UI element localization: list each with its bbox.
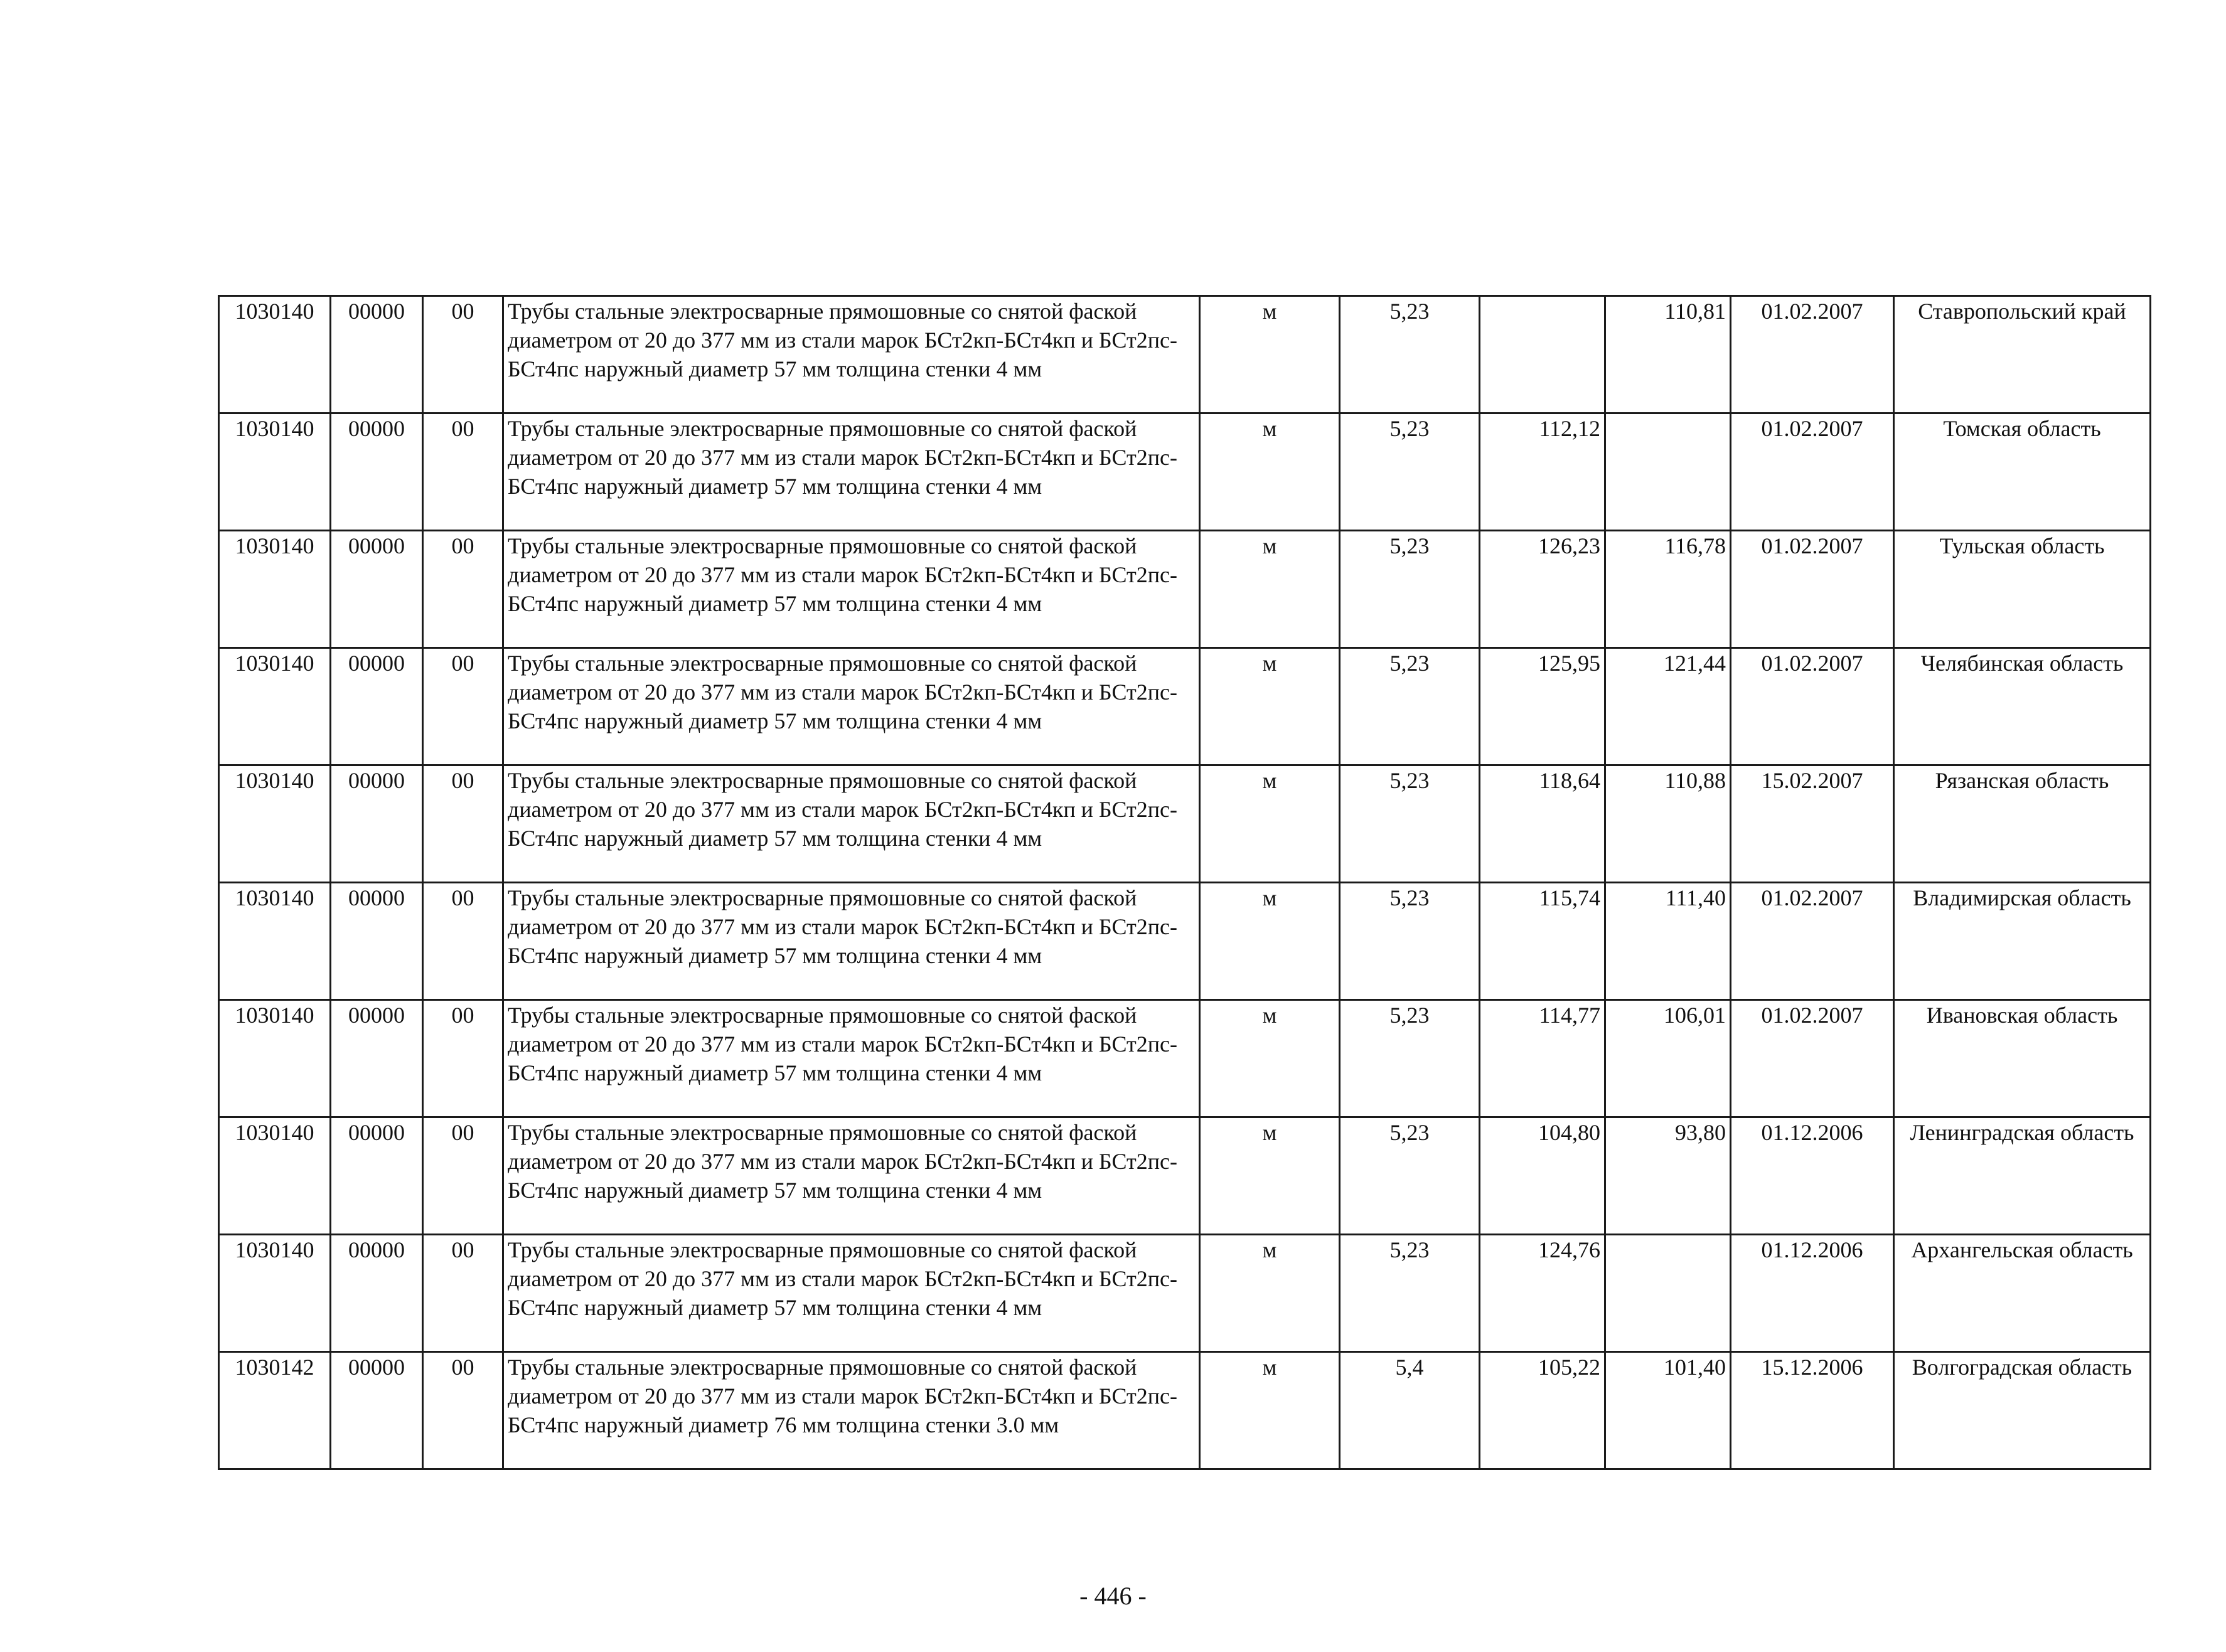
region-cell: Тульская область (1894, 531, 2151, 648)
description-cell: Трубы стальные электросварные прямошовные со снятой фаской диаметром от 20 до 377 мм из стали марок БСт2кп-БСт4кп и БСт2пс-БСт4пс наружный диаметр 57 мм толщина стенки 4 мм (503, 296, 1200, 413)
price-cell: 118,64 (1480, 765, 1605, 883)
rate-cell: 5,23 (1340, 1000, 1480, 1117)
index-cell: 00 (423, 531, 503, 648)
description-cell: Трубы стальные электросварные прямошовные со снятой фаской диаметром от 20 до 377 мм из стали марок БСт2кп-БСт4кп и БСт2пс-БСт4пс наружный диаметр 57 мм толщина стенки 4 мм (503, 1117, 1200, 1235)
date-cell: 15.02.2007 (1731, 765, 1894, 883)
item-code-cell: 1030140 (219, 413, 331, 531)
date-cell: 01.02.2007 (1731, 648, 1894, 765)
sub-code-cell: 00000 (331, 413, 423, 531)
description-cell: Трубы стальные электросварные прямошовные со снятой фаской диаметром от 20 до 377 мм из стали марок БСт2кп-БСт4кп и БСт2пс-БСт4пс наружный диаметр 57 мм толщина стенки 4 мм (503, 765, 1200, 883)
table-row (219, 765, 2151, 883)
price-cell: 104,80 (1480, 1117, 1605, 1235)
date-cell: 01.02.2007 (1731, 1000, 1894, 1117)
unit-cell: м (1200, 883, 1340, 1000)
unit-cell: м (1200, 531, 1340, 648)
description-cell: Трубы стальные электросварные прямошовные со снятой фаской диаметром от 20 до 377 мм из стали марок БСт2кп-БСт4кп и БСт2пс-БСт4пс наружный диаметр 57 мм толщина стенки 4 мм (503, 1000, 1200, 1117)
sub-code-cell: 00000 (331, 1235, 423, 1352)
item-code-cell: 1030140 (219, 296, 331, 413)
region-cell: Архангельская область (1894, 1235, 2151, 1352)
index-cell: 00 (423, 648, 503, 765)
price-alt-cell (1605, 413, 1731, 531)
price-alt-cell: 111,40 (1605, 883, 1731, 1000)
item-code-cell: 1030142 (219, 1352, 331, 1469)
rate-cell: 5,23 (1340, 883, 1480, 1000)
region-cell: Ленинградская область (1894, 1117, 2151, 1235)
sub-code-cell: 00000 (331, 1000, 423, 1117)
unit-cell: м (1200, 765, 1340, 883)
description-cell: Трубы стальные электросварные прямошовные со снятой фаской диаметром от 20 до 377 мм из стали марок БСт2кп-БСт4кп и БСт2пс-БСт4пс наружный диаметр 57 мм толщина стенки 4 мм (503, 1235, 1200, 1352)
date-cell: 15.12.2006 (1731, 1352, 1894, 1469)
rate-cell: 5,23 (1340, 296, 1480, 413)
description-cell: Трубы стальные электросварные прямошовные со снятой фаской диаметром от 20 до 377 мм из стали марок БСт2кп-БСт4кп и БСт2пс-БСт4пс наружный диаметр 76 мм толщина стенки 3.0 мм (503, 1352, 1200, 1469)
price-alt-cell: 110,88 (1605, 765, 1731, 883)
price-cell: 114,77 (1480, 1000, 1605, 1117)
date-cell: 01.02.2007 (1731, 883, 1894, 1000)
index-cell: 00 (423, 413, 503, 531)
unit-cell: м (1200, 1000, 1340, 1117)
price-cell: 112,12 (1480, 413, 1605, 531)
price-table (218, 295, 2151, 1470)
description-cell: Трубы стальные электросварные прямошовные со снятой фаской диаметром от 20 до 377 мм из стали марок БСт2кп-БСт4кп и БСт2пс-БСт4пс наружный диаметр 57 мм толщина стенки 4 мм (503, 413, 1200, 531)
rate-cell: 5,23 (1340, 413, 1480, 531)
sub-code-cell: 00000 (331, 1352, 423, 1469)
table-row (219, 413, 2151, 531)
item-code-cell: 1030140 (219, 883, 331, 1000)
sub-code-cell: 00000 (331, 296, 423, 413)
unit-cell: м (1200, 1117, 1340, 1235)
rate-cell: 5,23 (1340, 648, 1480, 765)
item-code-cell: 1030140 (219, 1117, 331, 1235)
sub-code-cell: 00000 (331, 531, 423, 648)
price-cell: 105,22 (1480, 1352, 1605, 1469)
price-cell: 115,74 (1480, 883, 1605, 1000)
table-body (219, 296, 2151, 1469)
price-alt-cell: 110,81 (1605, 296, 1731, 413)
price-cell: 126,23 (1480, 531, 1605, 648)
rate-cell: 5,23 (1340, 1117, 1480, 1235)
table-row (219, 1117, 2151, 1235)
index-cell: 00 (423, 883, 503, 1000)
region-cell: Ставропольский край (1894, 296, 2151, 413)
unit-cell: м (1200, 648, 1340, 765)
index-cell: 00 (423, 1352, 503, 1469)
item-code-cell: 1030140 (219, 531, 331, 648)
region-cell: Волгоградская область (1894, 1352, 2151, 1469)
item-code-cell: 1030140 (219, 1000, 331, 1117)
description-cell: Трубы стальные электросварные прямошовные со снятой фаской диаметром от 20 до 377 мм из стали марок БСт2кп-БСт4кп и БСт2пс-БСт4пс наружный диаметр 57 мм толщина стенки 4 мм (503, 648, 1200, 765)
table-row (219, 648, 2151, 765)
unit-cell: м (1200, 1352, 1340, 1469)
table-row (219, 1000, 2151, 1117)
item-code-cell: 1030140 (219, 765, 331, 883)
price-alt-cell: 93,80 (1605, 1117, 1731, 1235)
page-number: - 446 - (1079, 1582, 1147, 1610)
unit-cell: м (1200, 296, 1340, 413)
sub-code-cell: 00000 (331, 765, 423, 883)
price-cell (1480, 296, 1605, 413)
description-cell: Трубы стальные электросварные прямошовные со снятой фаской диаметром от 20 до 377 мм из стали марок БСт2кп-БСт4кп и БСт2пс-БСт4пс наружный диаметр 57 мм толщина стенки 4 мм (503, 883, 1200, 1000)
region-cell: Челябинская область (1894, 648, 2151, 765)
table-row (219, 1235, 2151, 1352)
sub-code-cell: 00000 (331, 883, 423, 1000)
rate-cell: 5,23 (1340, 1235, 1480, 1352)
table-row (219, 296, 2151, 413)
date-cell: 01.02.2007 (1731, 413, 1894, 531)
item-code-cell: 1030140 (219, 648, 331, 765)
index-cell: 00 (423, 1000, 503, 1117)
region-cell: Рязанская область (1894, 765, 2151, 883)
price-cell: 124,76 (1480, 1235, 1605, 1352)
date-cell: 01.02.2007 (1731, 296, 1894, 413)
table-row (219, 883, 2151, 1000)
table-row (219, 531, 2151, 648)
index-cell: 00 (423, 1235, 503, 1352)
date-cell: 01.12.2006 (1731, 1117, 1894, 1235)
price-alt-cell: 116,78 (1605, 531, 1731, 648)
date-cell: 01.12.2006 (1731, 1235, 1894, 1352)
table-row (219, 1352, 2151, 1469)
region-cell: Томская область (1894, 413, 2151, 531)
price-alt-cell (1605, 1235, 1731, 1352)
region-cell: Владимирская область (1894, 883, 2151, 1000)
item-code-cell: 1030140 (219, 1235, 331, 1352)
index-cell: 00 (423, 296, 503, 413)
rate-cell: 5,23 (1340, 531, 1480, 648)
price-alt-cell: 106,01 (1605, 1000, 1731, 1117)
rate-cell: 5,4 (1340, 1352, 1480, 1469)
unit-cell: м (1200, 1235, 1340, 1352)
index-cell: 00 (423, 765, 503, 883)
price-alt-cell: 101,40 (1605, 1352, 1731, 1469)
region-cell: Ивановская область (1894, 1000, 2151, 1117)
unit-cell: м (1200, 413, 1340, 531)
sub-code-cell: 00000 (331, 1117, 423, 1235)
sub-code-cell: 00000 (331, 648, 423, 765)
date-cell: 01.02.2007 (1731, 531, 1894, 648)
description-cell: Трубы стальные электросварные прямошовные со снятой фаской диаметром от 20 до 377 мм из стали марок БСт2кп-БСт4кп и БСт2пс-БСт4пс наружный диаметр 57 мм толщина стенки 4 мм (503, 531, 1200, 648)
index-cell: 00 (423, 1117, 503, 1235)
price-cell: 125,95 (1480, 648, 1605, 765)
rate-cell: 5,23 (1340, 765, 1480, 883)
price-alt-cell: 121,44 (1605, 648, 1731, 765)
